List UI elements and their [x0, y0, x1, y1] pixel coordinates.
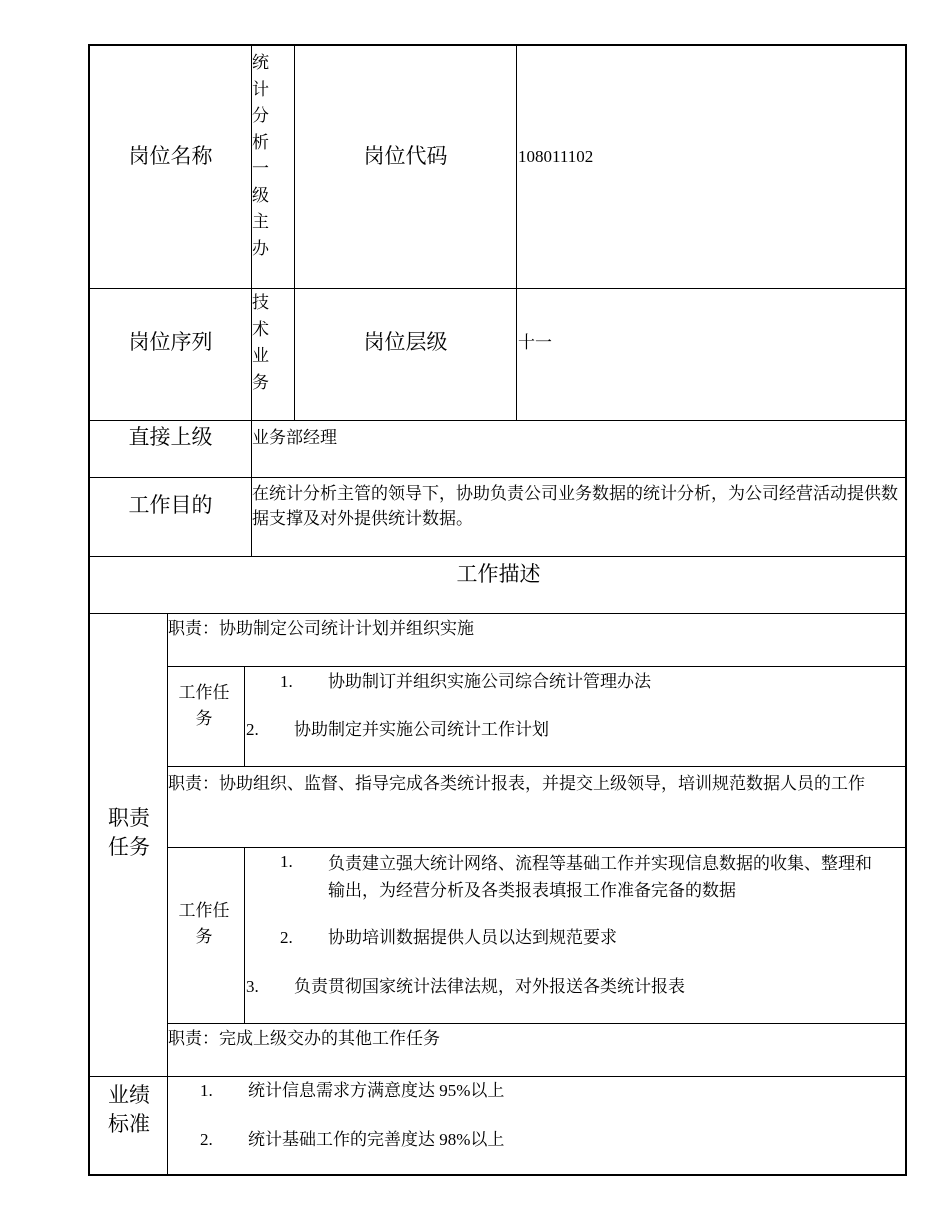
- task-2-2: [280, 926, 617, 950]
- performance-label: 业绩标准: [108, 1083, 150, 1136]
- task-number: 2.: [280, 928, 293, 947]
- row-divider: [90, 556, 907, 557]
- duty-2: 职责：协助组织、监督、指导完成各类统计报表，并提交上级领导，培训规范数据人员的工作: [168, 774, 865, 793]
- task-1-1: [280, 670, 651, 694]
- performance-text: 统计基础工作的完善度达 98%以上: [248, 1130, 505, 1149]
- task-text: 负责建立强大统计网络、流程等基础工作并实现信息数据的收集、整理和输出，为经营分析及各类报表填报工作准备完备的数据: [328, 854, 872, 900]
- task-number: 3.: [246, 977, 259, 996]
- task-number: 1.: [280, 672, 293, 691]
- task-text: 协助培训数据提供人员以达到规范要求: [328, 928, 617, 947]
- post-name-value: 统计分析一级主办: [252, 53, 269, 258]
- post-name-label: 岗位名称: [128, 144, 213, 168]
- post-series-label: 岗位序列: [128, 330, 213, 354]
- purpose-value: 在统计分析主管的领导下，协助负责公司业务数据的统计分析，为公司经营活动提供数据支撑及对外提供统计数据。: [252, 484, 898, 528]
- performance-text: 统计信息需求方满意度达 95%以上: [248, 1081, 505, 1100]
- row-divider: [167, 766, 907, 767]
- task-label-1: 工作任务: [178, 683, 230, 728]
- performance-number: 1.: [200, 1081, 213, 1100]
- post-level-label: 岗位层级: [363, 330, 448, 354]
- job-description-table: [88, 44, 907, 1176]
- performance-number: 2.: [200, 1130, 213, 1149]
- work-description-title: 工作描述: [456, 562, 541, 586]
- column-divider: [167, 613, 168, 1176]
- purpose-label: 工作目的: [128, 493, 213, 517]
- superior-value: 业务部经理: [252, 428, 337, 447]
- post-level-value: 十一: [518, 333, 552, 352]
- task-text: 协助制订并组织实施公司综合统计管理办法: [328, 672, 651, 691]
- performance-item-2: [200, 1128, 504, 1152]
- task-number: 2.: [246, 720, 259, 739]
- task-2-1: [280, 850, 888, 904]
- task-label-2: 工作任务: [178, 901, 230, 946]
- column-divider: [516, 46, 517, 420]
- task-1-2: [246, 718, 549, 742]
- task-2-3: [246, 975, 685, 999]
- task-number: 1.: [280, 852, 293, 871]
- post-series-value: 技术业务: [252, 293, 269, 392]
- row-divider: [90, 1076, 907, 1077]
- duty-3: 职责：完成上级交办的其他工作任务: [168, 1029, 440, 1048]
- column-divider: [244, 666, 245, 766]
- column-divider: [294, 46, 295, 420]
- row-divider: [90, 288, 907, 289]
- post-code-value: 108011102: [518, 147, 594, 166]
- row-divider: [167, 847, 907, 848]
- performance-item-1: [200, 1079, 504, 1103]
- column-divider: [244, 847, 245, 1023]
- task-text: 负责贯彻国家统计法律法规，对外报送各类统计报表: [294, 977, 685, 996]
- row-divider: [167, 666, 907, 667]
- duty-1: 职责：协助制定公司统计计划并组织实施: [168, 619, 474, 638]
- superior-label: 直接上级: [128, 425, 213, 449]
- task-text: 协助制定并实施公司统计工作计划: [294, 720, 549, 739]
- row-divider: [90, 613, 907, 614]
- duties-tasks-label: 职责任务: [108, 806, 150, 859]
- post-code-label: 岗位代码: [363, 144, 448, 168]
- row-divider: [90, 420, 907, 421]
- row-divider: [167, 1023, 907, 1024]
- row-divider: [90, 477, 907, 478]
